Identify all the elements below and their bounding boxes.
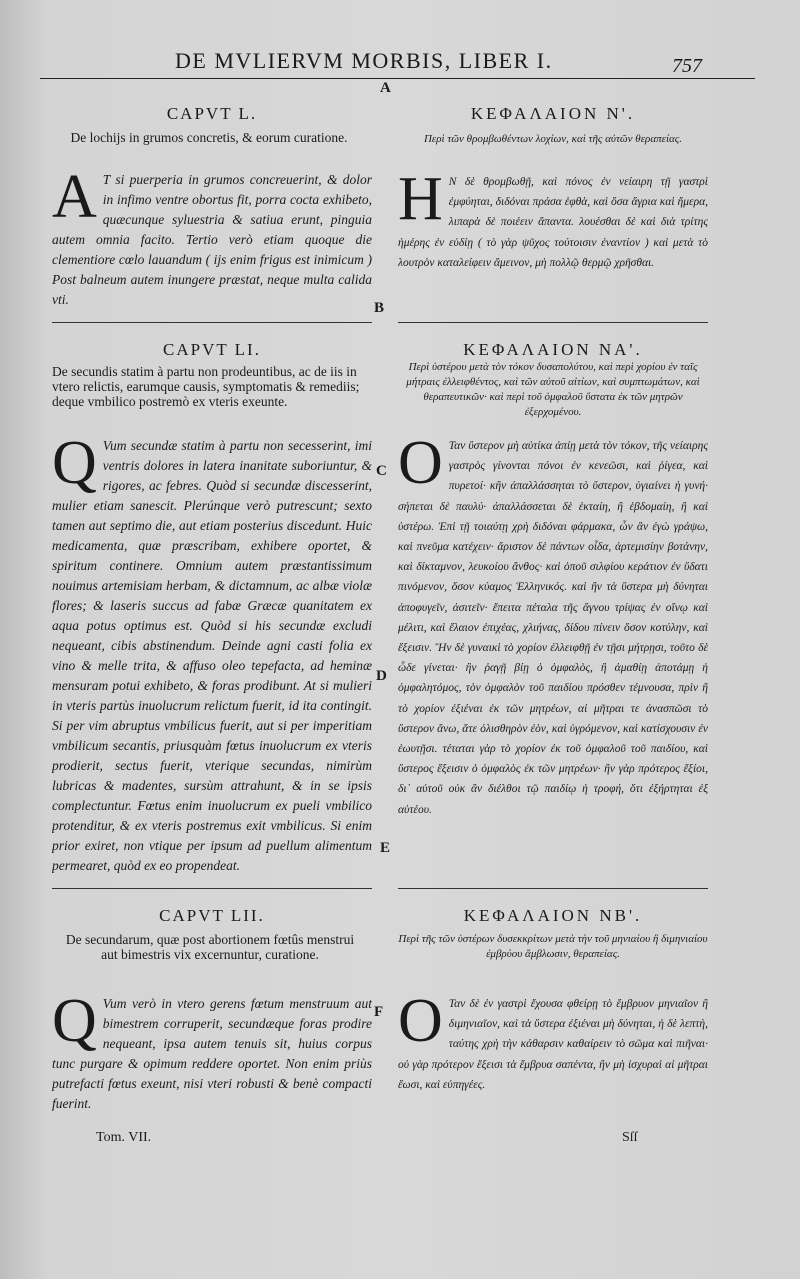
section-divider: [398, 888, 708, 889]
greek-chapter-heading: ΚΕΦΑΛΑΙΟΝ ΝΒ'.: [463, 906, 643, 925]
section-divider: [398, 322, 708, 323]
margin-marker-e: E: [380, 840, 391, 856]
greek-chapter-body: [398, 172, 708, 300]
drop-cap: Q: [52, 994, 97, 1055]
greek-chapter-subtitle: Περὶ τῶν θρομβωθέντων λοχίων, καὶ τῆς αὐτῶν θεραπείας.: [423, 133, 682, 145]
header-rule: [40, 78, 755, 79]
latin-chapter-subtitle: De secundarum, quæ post abortionem fœtûs menstrui aut bimestris vix excernuntur, curatione.: [65, 932, 355, 962]
drop-cap: Ο: [398, 436, 443, 497]
margin-marker-c: C: [376, 463, 387, 479]
section-divider: [52, 888, 372, 889]
latin-text: T si puerperia in grumos concreuerint, & dolor in infimo ventre obortus fit, porra cocta exhibeto, quæcunque syluestria & satiua erunt, pinguia autem omnia facito. Tertio verò etiam quoque die clementiore cœlo lauandum ( ijs enim frigus est inimicum ) Post balneum autem inungere præstat, neque multa calida vti.: [52, 172, 372, 307]
greek-text: Ταν δὲ ἐν γαστρὶ ἔχουσα φθείρῃ τὸ ἔμβρυον μηνιαῖον ἢ διμηνιαῖον, καὶ τὰ ὕστερα ἐξιέναι μὴ δύνηται, ἡ δὲ λεπτὴ, ταύτης χρὴ τὴν κάθαρσιν καθαίρειν τὸ σῶμα καὶ πιῆναι· οὐ γὰρ πρότερον ἔξεισι τὰ ἔμβρυα σαπέντα, ἢν μὴ ἰσχυραὶ αἱ μῆτραι ἔωσι, καὶ εὐπηγέες.: [398, 998, 708, 1091]
greek-chapter-subtitle: Περὶ τῆς τῶν ὑστέρων δυσεκκρίτων μετὰ τὴν τοῦ μηνιαίου ἢ διμηνιαίου ἐμβρύου ἄμβλωσιν, θεραπείας.: [398, 933, 708, 960]
greek-chapter-subtitle: Περὶ ὑστέρου μετὰ τὸν τόκον δυσαπολύτου, καὶ περὶ χορίου ἐν ταῖς μήτραις ἐλλειφθέντος, καὶ τῶν αὐτοῦ αἰτίων, καὶ συμπτωμάτων, καὶ θεραπευτικῶν· καὶ περὶ τοῦ ὀμφαλοῦ ὕστατα ἐκ τῶν μητρῶν ἐξερχομένου.: [406, 361, 700, 418]
latin-chapter-heading: CAPVT LII.: [159, 906, 265, 925]
latin-chapter-subtitle: De secundis statim à partu non prodeuntibus, ac de iis in vtero relictis, earumque causis, symptomatis & remediis; deque vmbilico postremò ex vteris exeunte.: [52, 364, 360, 409]
signature-mark: Sſſ: [622, 1130, 638, 1145]
greek-chapter-body: [398, 436, 708, 882]
volume-footer: Tom. VII.: [96, 1130, 152, 1145]
drop-cap: Q: [52, 436, 97, 497]
margin-marker-d: D: [376, 668, 387, 684]
latin-chapter-body: [52, 436, 372, 882]
page-number: 757: [672, 55, 702, 77]
drop-cap: A: [52, 170, 97, 231]
section-divider: [52, 322, 372, 323]
latin-chapter-heading: CAPVT LI.: [163, 340, 261, 359]
drop-cap: Ο: [398, 994, 443, 1055]
latin-chapter-body: [52, 994, 372, 1112]
latin-text: Vum secundæ statim à partu non secesserint, imi ventris dolores in latera inanitate suboriuntur, & rigores, ac febres. Quòd si secundæ discesserint, mulier etiam sanescit. Plerúnque verò putrescunt; sexto tamen aut septimo die, aut etiam posterius discedunt. Huic medicamenta, quæ præscribam, exhibere oportet, & spiritum continere. Omnium autem præstantissimum nouimus artemisiam herbam, & dictamnum, ac albæ violæ flores; & laseris succus ad fabæ Græcæ quanitatem ex aqua potus optimus est. Quòd si his secundæ excludi nequeant, cibis abstinendum. Deinde agni casti folia ex vino & melle trita, & affuso oleo tepefacta, ad heminæ mensuram potui exhibeto, & foras prodibunt. At si mulieri in vteris partùs inuolucrum relictum fuerit, id ita contingit. Si per vim abruptus vmbilicus fuerit, aut si per imperitiam vmbilicum secantis, priusquàm fœtus inuolucrum ex vteris prodierit, sectus fuerit, vterique secundas, nimirùm lubricas & madentes, sursùm attrahunt, & in se ipsis complectuntur. Fœtus enim inuolucrum ex pueli vmbilico protenditur, & ex vteris postremus exit vmbilicus. Si enim prior exiret, non vtique per ipsum ad puellum alimentum permearet, quòd ex eo propendeat.: [52, 438, 372, 873]
latin-chapter-heading: CAPVT L.: [166, 104, 258, 123]
greek-text: Ταν ὕστερον μὴ αὐτίκα ἀπίῃ μετὰ τὸν τόκον, τῆς νείαιρης γαστρὸς γίνονται πόνοι ἐν κενεῶσι, καὶ ῥίγεα, καὶ πυρετοί· κἢν ἀπαλλάσσηται τὸ ὕστερον, ὑγιαίνει ἡ γυνή· σήπεται δὲ παυλύ· ἀπαλλάσσεται δὲ ἑκταίη, ἢ ἑβδομαίη, ἢ καὶ ὑστέρω. Ἐπὶ τῇ τοιαύτῃ χρὴ διδόναι φάρμακα, ὧν ἂν ἐγὼ γράψω, καὶ πνεῦμα κατέχειν· ἄριστον δὲ πάντων οἶδα, ἀρτεμισίην βοτάνην, καὶ δίκταμνον, λευκοίου ἄνθος· καὶ ὀποῦ σιλφίου κεράτιον ἐν ὕδατι πινόμενον, ὅσον κύαμος Ἑλληνικός. καὶ ἢν τὰ ὕστερα μὴ δύνηται ἀποφυγεῖν, ἀσιτεῖν· ἔπειτα πέταλα τῆς ἄγνου τρίψας ἐν οἴνῳ καὶ μέλιτι, καὶ ἔλαιον ἐπιχέας, χλιήνας, δίδου πίνειν ὅσον κοτύλην, καὶ ἔξεισιν. Ἢν δὲ γυναικὶ τὸ χορίον ἐλλειφθῇ ἐν τῇσι μήτρῃσι, τοῦτο δὲ ὧδε γίνεται· ἢν ῥαγῇ βίῃ ὁ ὀμφαλὸς, ἢ ἀμαθίῃ ἀποτάμῃ ἡ ὀμφαλητόμος, τὸν ὀμφαλὸν τοῦ παιδίου πρόσθεν τέμνουσα, πρὶν ἢ τὸ χορίον ἐξιέναι ἐκ τῶν μητρέων, αἱ μῆτραι τε ἀνασπῶσι τὸ ὕστερον ἄνω, ἅτε ὀλισθηρὸν ἐὸν, καὶ ὑγρόμενον, καὶ κατίσχουσιν ἐν ἑωυτῇσι. τέταται γὰρ τὸ χορίον ἐκ τοῦ ὀμφαλοῦ τοῦ παιδίου, καὶ ὕστερος ἔξεισιν ὁ ὀμφαλὸς ἐκ τῶν μητρέων· ἢν γὰρ πρότερος ἔξίοι, δι᾽ αὐτοῦ οὐκ ἂν διέλθοι τῷ παιδίῳ ἡ τροφή, ὅτι ἐξήρτηται ἐξ αὐτέου.: [398, 440, 708, 816]
greek-text: Ν δὲ θρομβωθῇ, καὶ πόνος ἐν νείαιρη τῇ γαστρὶ ἐμφύηται, διδόναι πράσα ἑφθὰ, καὶ ὅσα ἄγρια καὶ ἥμερα, λιπαρὰ δὲ ποιέειν ἅπαντα. λουέσθαι δὲ καὶ διὰ τρίτης ἡμέρης ἐν εὐδίῃ ( τὸ γὰρ ψῦχος τούτοισιν ἐναντίον ) καὶ μετὰ τὸ λουτρὸν καταλείφειν ἄμεινον, μὴ πολλῷ θερμῷ χρῆσθαι.: [398, 176, 708, 269]
greek-chapter-heading: ΚΕΦΑΛΑΙΟΝ ΝΑ'.: [463, 340, 643, 359]
margin-marker-a: A: [380, 80, 391, 96]
drop-cap: Η: [398, 172, 443, 233]
greek-chapter-body: [398, 994, 708, 1102]
running-title: DE MVLIERVM MORBIS, LIBER I.: [175, 48, 553, 73]
latin-text: Vum verò in vtero gerens fœtum menstruum aut bimestrem corruperit, secundæque foras prodire nequeant, ipsa autem tenuis sit, huius corpus tunc purgare & opimum reddere oportet. Non enim priùs putrefacti fœtus exeunt, nisi vteri robusti & benè compacti fuerint.: [52, 996, 372, 1111]
latin-chapter-subtitle: De lochijs in grumos concretis, & eorum curatione.: [70, 130, 348, 145]
greek-chapter-heading: ΚΕΦΑΛΑΙΟΝ Ν'.: [470, 104, 636, 123]
margin-marker-f: F: [374, 1004, 384, 1020]
latin-chapter-body: [52, 170, 372, 310]
margin-marker-b: B: [374, 300, 385, 316]
